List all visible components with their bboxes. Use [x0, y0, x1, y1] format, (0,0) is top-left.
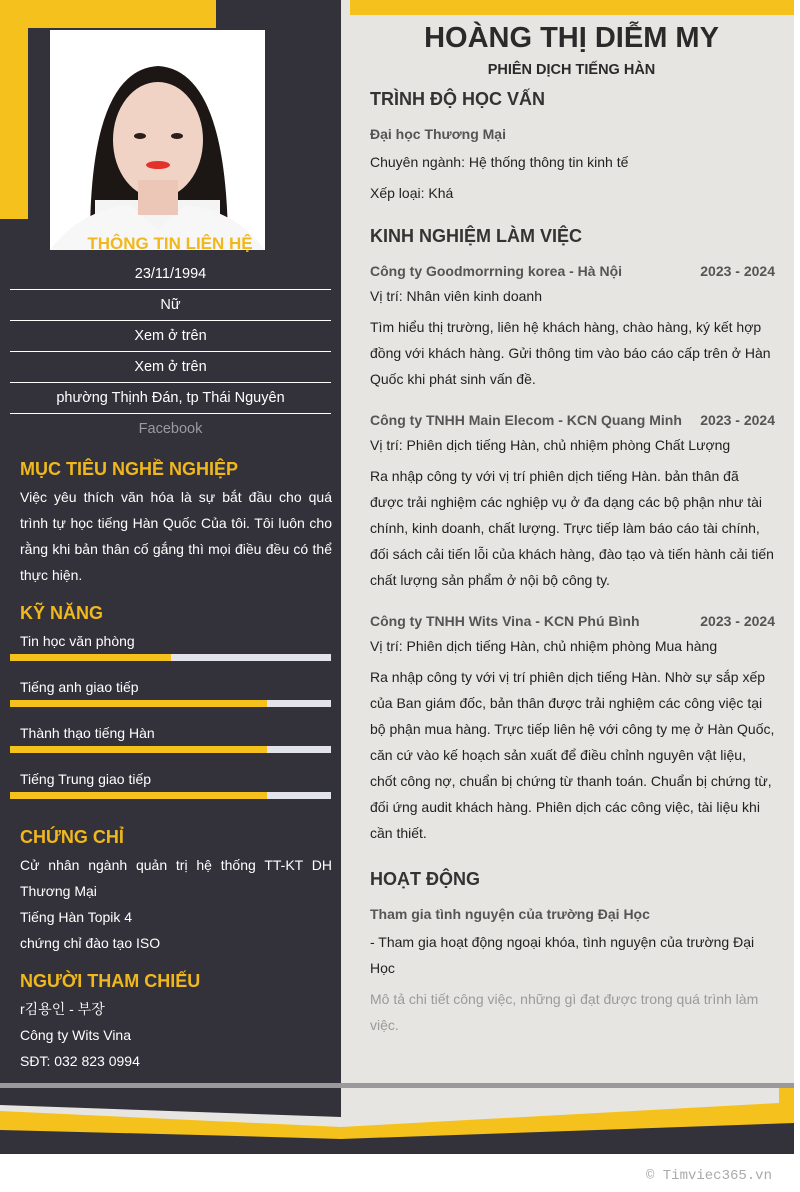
certificates-heading: CHỨNG CHỈ — [20, 827, 124, 847]
job-entry — [370, 613, 775, 846]
skill-label: Tiếng anh giao tiếp — [20, 679, 139, 695]
references-heading: NGƯỜI THAM CHIẾU — [20, 971, 201, 991]
job-company: Công ty TNHH Wits Vina - KCN Phú Bình — [370, 613, 640, 629]
skill-bar — [10, 700, 331, 707]
job-position: Vị trí: Phiên dịch tiếng Hàn, chủ nhiệm phòng Mua hàng — [370, 638, 718, 654]
education-school: Đại học Thương Mại — [370, 126, 506, 142]
job-description: Ra nhập công ty với vị trí phiên dịch tiếng Hàn. bản thân đã được trải nghiệm các nghiệp vụ ở đa dạng các bộ phận như tài chính, kinh doanh, chất lượng. Trực tiếp làm báo cáo tài chính, đối sách cải tiến lỗi của khách hàng, đào tạo và tiến hành cải tiến chất lượng sản phẩm ở nội bộ công ty. — [370, 468, 774, 588]
job-position: Vị trí: Phiên dịch tiếng Hàn, chủ nhiệm phòng Chất Lượng — [370, 437, 731, 453]
skill-bar — [10, 792, 331, 799]
skill-label: Thành thạo tiếng Hàn — [20, 725, 155, 741]
accent-bar — [350, 0, 794, 15]
skill-label: Tin học văn phòng — [20, 633, 135, 649]
email: Xem ở trên — [10, 352, 331, 383]
job-company: Công ty Goodmorrning korea - Hà Nội — [370, 263, 623, 279]
job-entry — [370, 412, 775, 593]
skill-bar-fill — [10, 792, 267, 799]
candidate-name: HOÀNG THỊ DIỄM MY — [424, 22, 719, 54]
accent-bar — [0, 0, 28, 219]
job-period: 2023 - 2024 — [700, 613, 775, 629]
accent-bar — [0, 0, 216, 28]
education-grade: Xếp loại: Khá — [370, 185, 454, 201]
left-sidebar — [0, 0, 341, 1118]
job-period: 2023 - 2024 — [700, 412, 775, 428]
reference-item: Công ty Wits Vina — [20, 1027, 132, 1043]
job-position: Vị trí: Nhân viên kinh doanh — [370, 288, 542, 304]
skill-bar — [10, 654, 331, 661]
skill-bar-fill — [10, 746, 267, 753]
objective-text: Việc yêu thích văn hóa là sự bắt đầu cho quá trình tự học tiếng Hàn Quốc Của tôi. Tôi luôn cho rằng khi bản thân cố gắng thì mọi điều đều có thể thực hiện. — [20, 489, 332, 583]
reference-item: SĐT: 032 823 0994 — [20, 1053, 140, 1069]
skill-label: Tiếng Trung giao tiếp — [20, 771, 152, 787]
phone: Xem ở trên — [10, 321, 331, 352]
skill-bar-fill — [10, 700, 267, 707]
education-heading: TRÌNH ĐỘ HỌC VẤN — [370, 89, 545, 109]
certificate-item: Tiếng Hàn Topik 4 — [20, 909, 133, 925]
activity-title: Tham gia tình nguyện của trường Đại Học — [370, 906, 650, 922]
reference-item: r김용인 - 부장 — [20, 1001, 105, 1017]
job-company: Công ty TNHH Main Elecom - KCN Quang Minh — [370, 412, 682, 428]
job-description: Tìm hiểu thị trường, liên hệ khách hàng, chào hàng, ký kết hợp đồng với khách hàng. Gửi thông tim vào báo cáo cấp trên ở Hàn Quốc khi phát sinh vấn đề. — [370, 319, 771, 387]
activity-placeholder: Mô tả chi tiết công việc, những gì đạt được trong quá trình làm việc. — [370, 991, 759, 1033]
watermark: © Timviec365.vn — [645, 1168, 772, 1184]
job-entry — [370, 263, 775, 392]
skills-heading: KỸ NĂNG — [20, 603, 104, 623]
gender: Nữ — [10, 290, 331, 321]
facebook-link[interactable]: Facebook — [138, 421, 203, 437]
education-major: Chuyên ngành: Hệ thống thông tin kinh tế — [370, 154, 629, 170]
experience-heading: KINH NGHIỆM LÀM VIỆC — [370, 226, 583, 246]
job-description: Ra nhập công ty với vị trí phiên dịch tiếng Hàn. Nhờ sự sắp xếp của Ban giám đốc, bản thân được trải nghiệm các công việc tại bộ phận mua hàng. Trực tiếp liên hệ với công ty mẹ ở Hàn Quốc, căn cứ vào kế hoạch sản xuất để điều chỉnh nguyên vật liệu, chốt công nợ, chuẩn bị chứng từ thanh toán. Chuẩn bị chứng từ, đối ứng audit khách hàng. Phiên dịch các công việc, tài liệu khi cần thiết. — [370, 669, 775, 841]
job-period: 2023 - 2024 — [700, 263, 775, 279]
contact-heading: THÔNG TIN LIÊN HỆ — [87, 234, 253, 253]
objective-heading: MỤC TIÊU NGHỀ NGHIỆP — [20, 459, 239, 479]
skill-bar-fill — [10, 654, 171, 661]
skill-bar — [10, 746, 331, 753]
certificate-item: Cử nhân ngành quản trị hệ thống TT-KT DH Thương Mại — [20, 857, 332, 899]
birthdate: 23/11/1994 — [10, 259, 331, 290]
profile-photo — [50, 30, 265, 250]
address: phường Thịnh Đán, tp Thái Nguyên — [10, 383, 331, 414]
footer-decoration — [0, 1083, 800, 1155]
activities-heading: HOẠT ĐỘNG — [370, 869, 480, 889]
certificate-item: chứng chỉ đào tạo ISO — [20, 935, 161, 951]
activity-text: - Tham gia hoạt động ngoại khóa, tình nguyện của trường Đại Học — [370, 934, 755, 976]
job-title: PHIÊN DỊCH TIẾNG HÀN — [487, 62, 656, 78]
